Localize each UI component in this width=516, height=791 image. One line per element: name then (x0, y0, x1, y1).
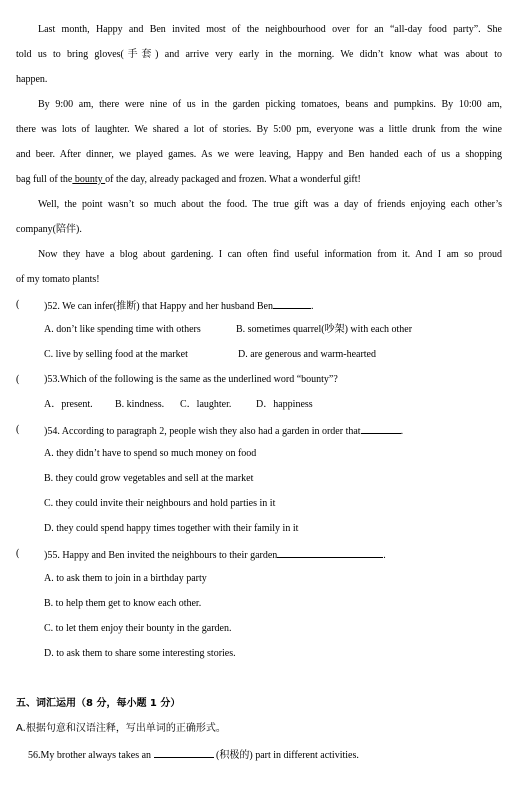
underlined-word-bounty: bounty (72, 174, 106, 185)
question-53 (16, 373, 502, 387)
question-text: )54. According to paragraph 2, people wish they also had a garden in order that (44, 426, 361, 437)
option-a[interactable]: A. to ask them to join in a birthday party (44, 573, 207, 584)
question-text: 56.My brother always takes an (28, 750, 152, 761)
option-c[interactable]: C. they could invite their neighbours and hold parties in it (44, 498, 276, 509)
passage-text: of the day, already packaged and frozen. What a wonderful gift! (105, 174, 361, 185)
option-c[interactable]: C. to let them enjoy their bounty in the garden. (44, 623, 232, 634)
passage-line: there was lots of laughter. We shared a lot of stories. By 5:00 pm, everyone was a little drunk from the wine (16, 124, 502, 135)
answer-blank[interactable] (273, 298, 311, 309)
question-end: . (400, 426, 404, 437)
passage-line: of my tomato plants! (16, 274, 100, 285)
question-text: (积极的) part in different activities. (213, 750, 359, 761)
option-b[interactable]: B. to help them get to know each other. (44, 598, 202, 609)
option-c[interactable]: C. live by selling food at the market (44, 349, 188, 360)
question-text: )52. We can infer(推断) that Happy and her husband Ben (44, 301, 273, 312)
answer-paren[interactable]: ( (16, 374, 20, 385)
option-c[interactable]: C．laughter. (180, 399, 232, 410)
passage-line: Well, the point wasn’t so much about the food. The true gift was a day of friends enjoying each other’s (38, 199, 502, 210)
passage-line: Last month, Happy and Ben invited most of the neighbourhood over for an “all-day food party”. She (38, 24, 502, 35)
option-b[interactable]: B. they could grow vegetables and sell at the market (44, 473, 254, 484)
option-d[interactable]: D．happiness (256, 399, 313, 410)
passage-line: told us to bring gloves(手套) and arrive very early in the morning. We didn’t know what was about to (16, 49, 502, 60)
option-b[interactable]: B. kindness. (115, 399, 165, 410)
option-a[interactable]: A. don’t like spending time with others (44, 324, 201, 335)
options-row (44, 323, 502, 337)
option-a[interactable]: A．present. (44, 399, 93, 410)
option-b[interactable]: B. sometimes quarrel(吵架) with each other (236, 324, 413, 335)
question-end: . (310, 301, 314, 312)
question-text: )53.Which of the following is the same as the underlined word “bounty”? (44, 374, 338, 385)
answer-paren[interactable]: ( (16, 424, 20, 435)
question-54 (16, 423, 502, 437)
option-d[interactable]: D. to ask them to share some interesting stories. (44, 648, 236, 659)
question-text: )55. Happy and Ben invited the neighbours to their garden (44, 550, 278, 561)
answer-paren[interactable]: ( (16, 299, 20, 310)
passage-text: bag full of the (16, 174, 73, 185)
answer-blank[interactable] (277, 547, 383, 558)
question-56 (28, 747, 502, 761)
answer-blank[interactable] (361, 423, 401, 434)
question-52 (16, 298, 502, 312)
options-row (44, 398, 502, 412)
passage-line: happen. (16, 74, 48, 85)
answer-paren[interactable]: ( (16, 548, 20, 559)
passage-line: company(陪伴). (16, 224, 82, 235)
question-end: . (383, 550, 386, 561)
passage-line: Now they have a blog about gardening. I can often find useful information from it. And I am so proud (38, 249, 502, 260)
option-d[interactable]: D. are generous and warm-hearted (238, 349, 376, 360)
option-d[interactable]: D. they could spend happy times together with their family in it (44, 523, 299, 534)
passage-line: and beer. After dinner, we played games. As we were leaving, Happy and Ben handed each of us a shopping (16, 149, 502, 160)
section-heading: 五、词汇运用（8 分，每小题 1 分） (16, 698, 181, 709)
passage-line: By 9:00 am, there were nine of us in the garden picking tomatoes, beans and pumpkins. By 10:00 am, (38, 99, 502, 110)
question-55 (16, 547, 502, 561)
passage-line (16, 173, 502, 187)
options-row (44, 348, 502, 362)
section-instruction: A.根据句意和汉语注释，写出单词的正确形式。 (16, 723, 226, 734)
option-a[interactable]: A. they didn’t have to spend so much money on food (44, 448, 257, 459)
answer-blank[interactable] (154, 747, 214, 758)
